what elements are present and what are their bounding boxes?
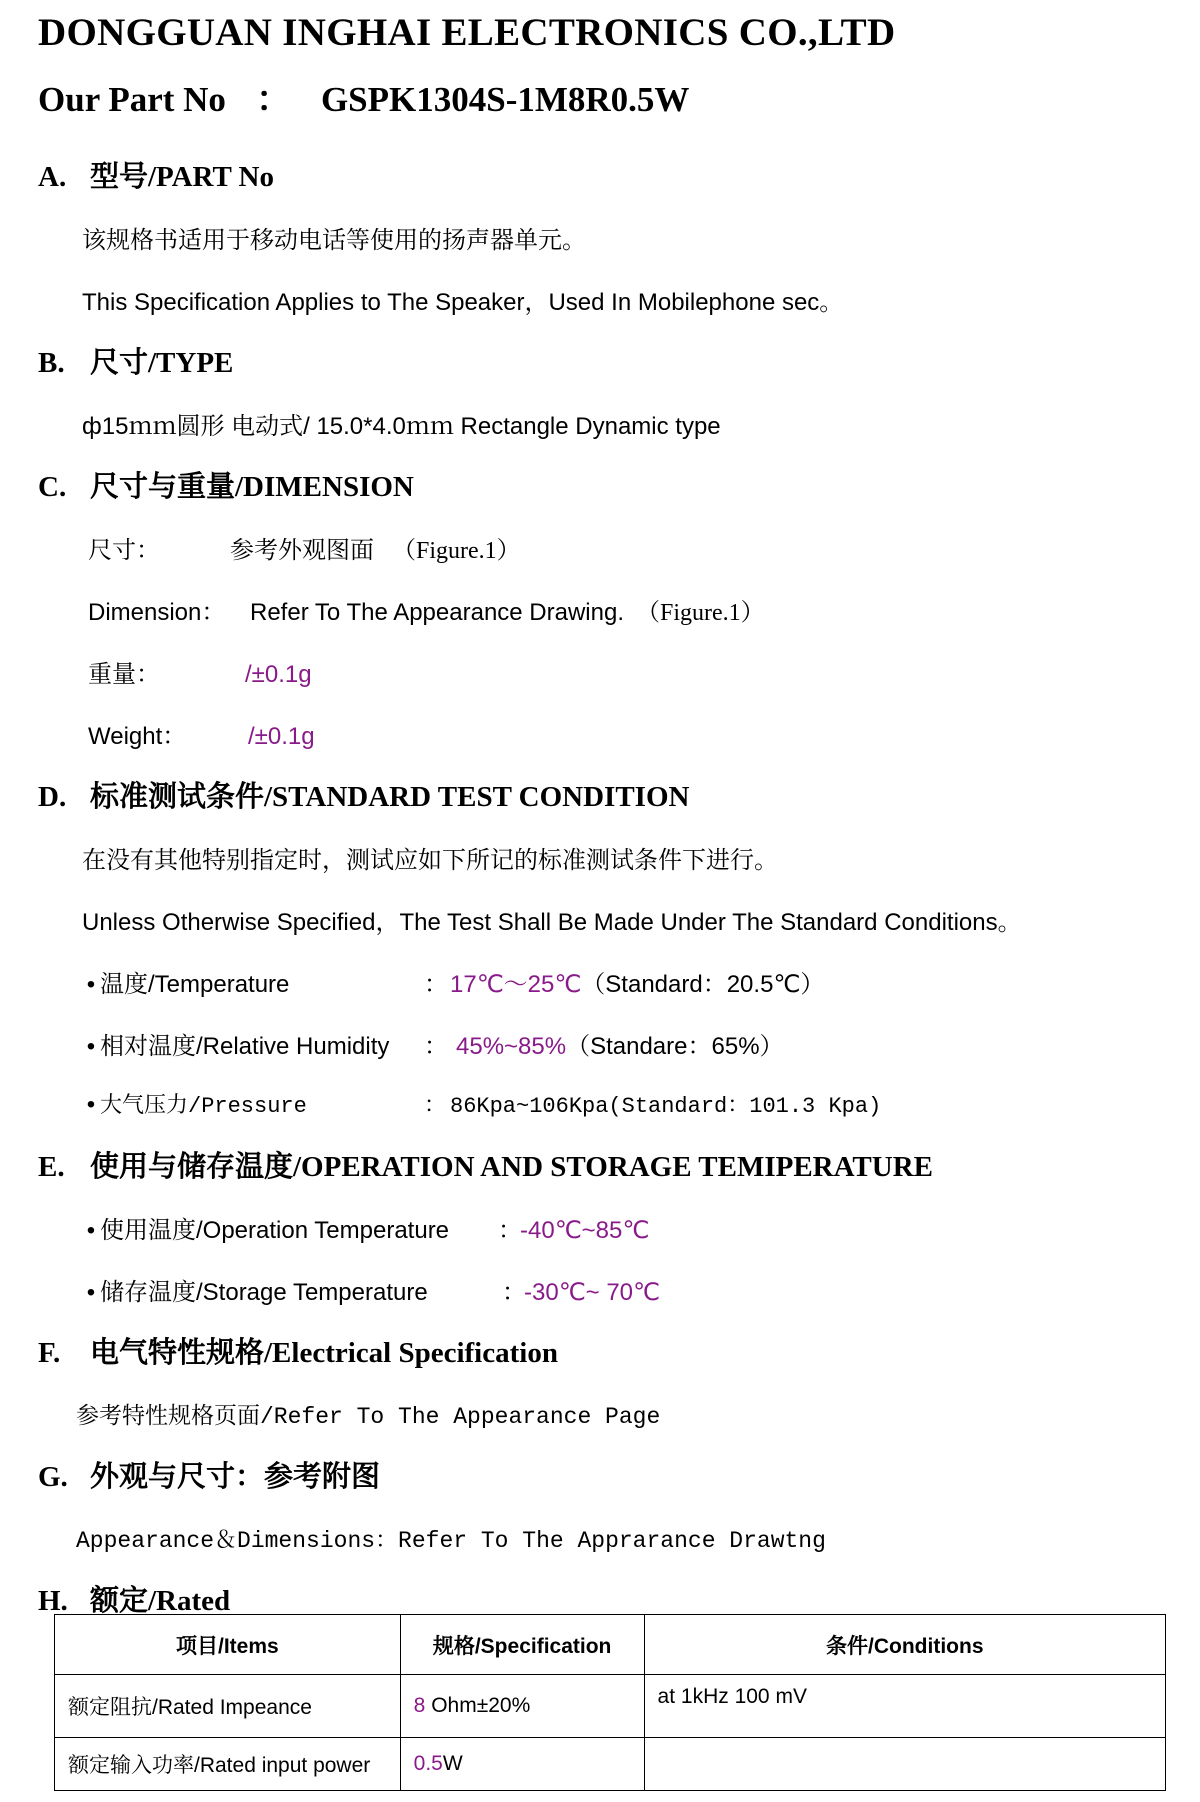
- section-f-text: 参考特性规格页面/Refer To The Appearance Page: [76, 1404, 661, 1430]
- operation-temperature-colon: ：: [498, 1217, 522, 1244]
- figure-ref-cn: （Figure.1）: [392, 538, 521, 564]
- temperature-range: 17℃～25℃: [450, 971, 582, 998]
- section-title: 额定/Rated: [90, 1585, 231, 1617]
- item-cell: 额定输入功率/Rated input power: [55, 1738, 401, 1791]
- pressure-label: 大气压力/Pressure: [100, 1094, 307, 1119]
- weight-value-cn: /±0.1g: [245, 661, 312, 688]
- table-header-row: [55, 1615, 1166, 1675]
- section-a-text-cn: 该规格书适用于移动电话等使用的扬声器单元。: [82, 228, 586, 254]
- bullet: •: [86, 1033, 96, 1060]
- rated-table: [54, 1614, 1166, 1791]
- section-title: 电气特性规格/Electrical Specification: [90, 1337, 558, 1369]
- section-title: 尺寸与重量/DIMENSION: [90, 471, 414, 503]
- section-g-heading: [38, 1454, 380, 1495]
- section-title: 尺寸/TYPE: [90, 347, 234, 379]
- bullet: •: [86, 971, 96, 998]
- section-d-text-cn: 在没有其他特别指定时，测试应如下所记的标准测试条件下进行。: [82, 848, 778, 874]
- weight-row-cn: [88, 654, 312, 689]
- spec-number: 0.5: [413, 1752, 443, 1775]
- section-b-text: ф15ｍｍ圆形 电动式/ 15.0*4.0ｍｍ Rectangle Dynamic type: [82, 413, 721, 440]
- section-letter: B.: [38, 347, 65, 379]
- column-header-items: 项目/Items: [55, 1615, 401, 1675]
- spec-unit: W: [442, 1752, 463, 1775]
- spec-cell: [400, 1675, 644, 1738]
- section-e-heading: [38, 1144, 933, 1185]
- section-letter: A.: [38, 161, 67, 193]
- section-f-heading: [38, 1330, 558, 1371]
- dimension-value-cn: 参考外观图面: [230, 538, 374, 564]
- bullet: •: [86, 1279, 96, 1306]
- spec-cell: [400, 1738, 644, 1791]
- section-letter: C.: [38, 471, 67, 503]
- table-row: [55, 1675, 1166, 1738]
- operation-temperature-value: -40℃~85℃: [520, 1217, 650, 1244]
- storage-temperature-colon: ：: [502, 1279, 526, 1306]
- section-title: 使用与储存温度/OPERATION AND STORAGE TEMIPERATURE: [90, 1151, 933, 1183]
- dimension-label-cn: 尺寸：: [88, 538, 160, 564]
- pressure-row: [82, 1088, 881, 1119]
- humidity-range: 45%~85%: [456, 1033, 567, 1060]
- part-number-label: Our Part No: [38, 80, 226, 119]
- weight-row-en: [88, 716, 315, 751]
- storage-temperature-value: -30℃~ 70℃: [524, 1279, 660, 1306]
- section-c-heading: [38, 464, 414, 505]
- section-a-text-en: This Specification Applies to The Speaker，Used In Mobilephone sec。: [82, 289, 844, 316]
- figure-ref-en: （Figure.1）: [636, 600, 765, 626]
- section-title: 型号/PART No: [90, 161, 274, 193]
- pressure-colon: ：: [424, 1094, 447, 1119]
- temperature-colon: ：: [424, 971, 448, 998]
- bullet: •: [86, 1217, 96, 1244]
- weight-label-cn: 重量：: [88, 662, 160, 688]
- section-d-text-en: Unless Otherwise Specified，The Test Shall Be Made Under The Standard Conditions。: [82, 909, 1022, 936]
- humidity-row: [82, 1026, 784, 1061]
- section-letter: G.: [38, 1461, 68, 1493]
- section-letter: E.: [38, 1151, 65, 1183]
- section-letter: F.: [38, 1337, 61, 1369]
- humidity-standard: （Standare：65%）: [566, 1033, 784, 1060]
- section-title: 外观与尺寸：参考附图: [90, 1461, 381, 1493]
- column-header-conditions: 条件/Conditions: [644, 1615, 1165, 1675]
- weight-value-en: /±0.1g: [248, 723, 315, 750]
- temperature-label: 温度/Temperature: [100, 971, 290, 998]
- storage-temperature-label: 储存温度/Storage Temperature: [100, 1279, 428, 1306]
- section-letter: D.: [38, 781, 67, 813]
- dimension-value-en: Refer To The Appearance Drawing.: [250, 599, 625, 626]
- section-b-heading: [38, 340, 233, 381]
- dimension-label-en: Dimension：: [88, 599, 226, 626]
- dimension-row-en: [88, 592, 765, 627]
- section-h-heading: [38, 1578, 230, 1619]
- bullet: •: [86, 1091, 96, 1118]
- humidity-colon: ：: [424, 1033, 448, 1060]
- condition-cell: [644, 1738, 1165, 1791]
- spec-number: 8: [413, 1694, 426, 1717]
- part-number-line: [38, 72, 689, 122]
- condition-cell: at 1kHz 100 mV: [644, 1675, 1165, 1738]
- section-a-heading: [38, 154, 274, 195]
- temperature-standard: （Standard：20.5℃）: [581, 971, 825, 998]
- part-number-value: GSPK1304S-1M8R0.5W: [320, 80, 690, 119]
- temperature-row: [82, 964, 824, 999]
- spec-unit: Ohm±20%: [425, 1694, 531, 1717]
- part-number-colon: ：: [255, 80, 291, 119]
- dimension-row-cn: [88, 530, 521, 565]
- storage-temperature-row: [82, 1272, 660, 1307]
- section-letter: H.: [38, 1585, 68, 1617]
- operation-temperature-row: [82, 1210, 649, 1245]
- weight-label-en: Weight：: [88, 723, 187, 750]
- section-g-text: Appearance＆Dimensions：Refer To The Apprarance Drawtng: [76, 1528, 826, 1554]
- table-row: [55, 1738, 1166, 1791]
- humidity-label: 相对温度/Relative Humidity: [100, 1033, 390, 1060]
- operation-temperature-label: 使用温度/Operation Temperature: [100, 1217, 450, 1244]
- company-name: DONGGUAN INGHAI ELECTRONICS CO.,LTD: [38, 11, 896, 54]
- column-header-specification: 规格/Specification: [400, 1615, 644, 1675]
- section-d-heading: [38, 774, 689, 815]
- pressure-value: 86Kpa~106Kpa(Standard：101.3 Kpa): [450, 1094, 882, 1119]
- section-title: 标准测试条件/STANDARD TEST CONDITION: [90, 781, 690, 813]
- item-cell: 额定阻抗/Rated Impeance: [55, 1675, 401, 1738]
